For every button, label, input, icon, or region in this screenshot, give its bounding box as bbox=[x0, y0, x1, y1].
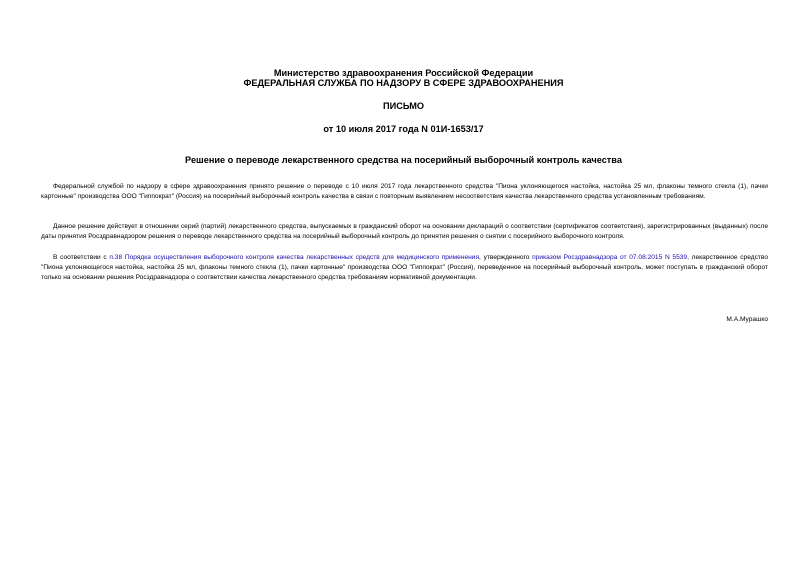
document-title: Решение о переводе лекарственного средства на посерийный выборочный контроль качества bbox=[185, 155, 622, 165]
paragraph-decision: Федеральной службой по надзору в сфере здравоохранения принято решение о переводе с 10 июля 2017 года лекарственного средства "Пиона уклоняющегося настойка, настойка 25 мл, флаконы темного стекла (1), пачки картонные" производства ООО "Гиппократ" (Россия) на посерийный выборочный контроль качества в связи с повторным выявлением несоответствия качества лекарственного средства установленным требованиям. bbox=[41, 183, 768, 200]
ministry-name: Министерство здравоохранения Российской Федерации bbox=[273, 68, 534, 78]
procedure-rules-link[interactable]: п.38 Порядка осуществления выборочного контроля качества лекарственных средств для медицинского применения bbox=[109, 254, 480, 261]
paragraph-scope: Данное решение действует в отношении серий (партий) лекарственного средства, выпускаемых в гражданский оборот на основании деклараций о соответствии (сертификатов соответствия), зарегистрированных (выданных) после даты принятия Росздравнадзором решения о переводе лекарственного средства на посерийный выборочный контроль до принятия решения о снятии с посерийного выборочного контроля. bbox=[41, 223, 768, 240]
order-link[interactable]: приказом Росздравнадзора от 07.08.2015 N 5539 bbox=[532, 254, 688, 261]
paragraph-procedure bbox=[41, 253, 768, 283]
document-type: ПИСЬМО bbox=[382, 101, 425, 111]
paragraph-procedure-start: В соответствии с bbox=[53, 254, 110, 261]
paragraph-procedure-mid: , утвержденного bbox=[479, 254, 533, 261]
service-name: ФЕДЕРАЛЬНАЯ СЛУЖБА ПО НАДЗОРУ В СФЕРЕ ЗДРАВООХРАНЕНИЯ bbox=[243, 78, 564, 88]
document-date-number: от 10 июля 2017 года N 01И-1653/17 bbox=[323, 124, 484, 134]
signature: М.А.Мурашко bbox=[726, 316, 768, 323]
paragraph-procedure-end: , лекарственное средство "Пиона уклоняющегося настойка, настойка 25 мл, флаконы темного стекла (1), пачки картонные" производства ООО "Гиппократ" (Россия), переведенное на посерийный выборочный контроль, может поступать в гражданский оборот только на основании решения Росздравнадзора о соответствии качества лекарственного средства требованиям нормативной документации. bbox=[41, 254, 768, 281]
